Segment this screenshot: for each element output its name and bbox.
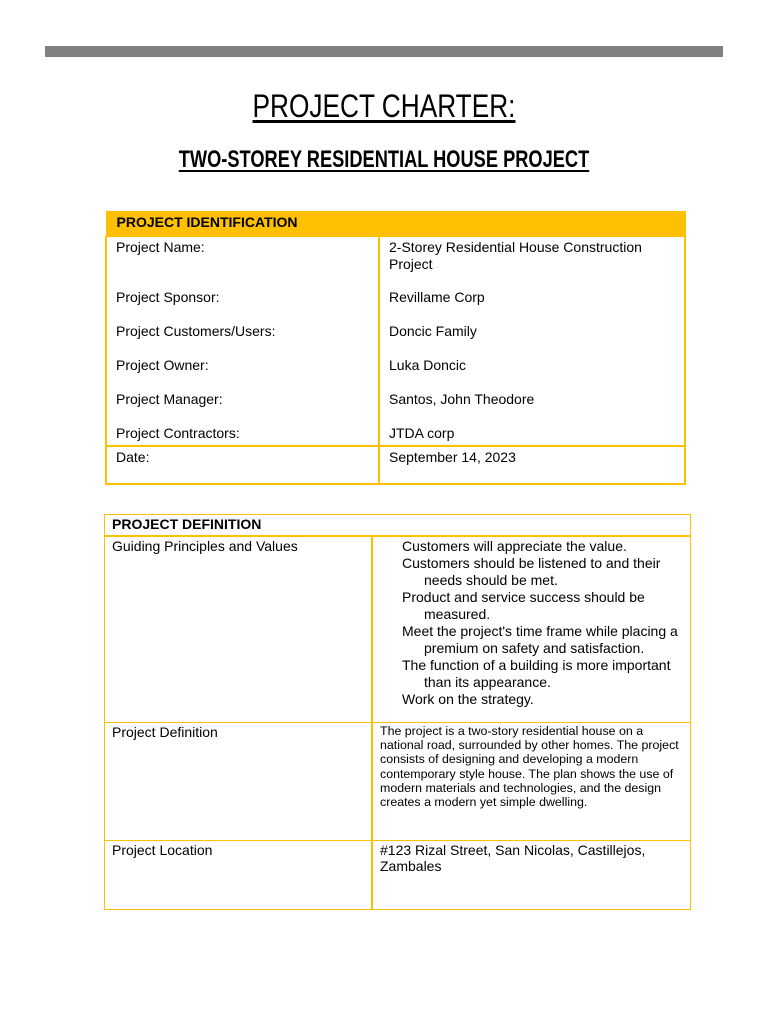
project-definition-table [104, 514, 691, 910]
id-label-date: Date: [106, 446, 379, 484]
principle-item: Work on the strategy. [402, 691, 534, 707]
principles-label: Guiding Principles and Values [105, 536, 373, 723]
id-value-customers: Doncic Family [379, 321, 685, 355]
principle-item: Customers should be listened to and their needs should be met. [402, 555, 661, 588]
location-label: Project Location [105, 841, 373, 910]
id-value-date: September 14, 2023 [379, 446, 685, 484]
project-identification-table [105, 211, 686, 485]
id-label-contractors: Project Contractors: [106, 423, 379, 446]
document-subtitle: TWO-STOREY RESIDENTIAL HOUSE PROJECT [178, 146, 590, 173]
definition-label: Project Definition [105, 723, 373, 841]
id-label-owner: Project Owner: [106, 355, 379, 389]
principle-item: The function of a building is more important than its appearance. [402, 657, 671, 690]
identification-header: PROJECT IDENTIFICATION [106, 212, 685, 237]
principle-item: Meet the project's time frame while placing a premium on safety and satisfaction. [402, 623, 678, 656]
id-label-manager: Project Manager: [106, 389, 379, 423]
document-title: PROJECT CHARTER: [252, 88, 516, 124]
principles-cell [372, 536, 691, 723]
id-value-name: 2-Storey Residential House Construction Project [379, 237, 685, 288]
id-value-sponsor: Revillame Corp [379, 287, 685, 321]
principle-item: Product and service success should be measured. [402, 589, 645, 622]
id-value-contractors: JTDA corp [379, 423, 685, 446]
location-text: #123 Rizal Street, San Nicolas, Castillejos, Zambales [372, 841, 691, 910]
id-value-manager: Santos, John Theodore [379, 389, 685, 423]
principle-item: Customers will appreciate the value. [402, 538, 627, 554]
id-label-customers: Project Customers/Users: [106, 321, 379, 355]
id-value-owner: Luka Doncic [379, 355, 685, 389]
top-rule [45, 46, 723, 57]
id-label-name: Project Name: [106, 237, 379, 288]
id-label-sponsor: Project Sponsor: [106, 287, 379, 321]
principles-list [380, 538, 683, 708]
definition-header: PROJECT DEFINITION [105, 515, 691, 537]
definition-text: The project is a two-story residential house on a national road, surrounded by other homes. The project consists of designing and developing a modern contemporary style house. The plan shows the use of modern materials and technologies, and the design creates a modern yet simple dwelling. [372, 723, 691, 841]
